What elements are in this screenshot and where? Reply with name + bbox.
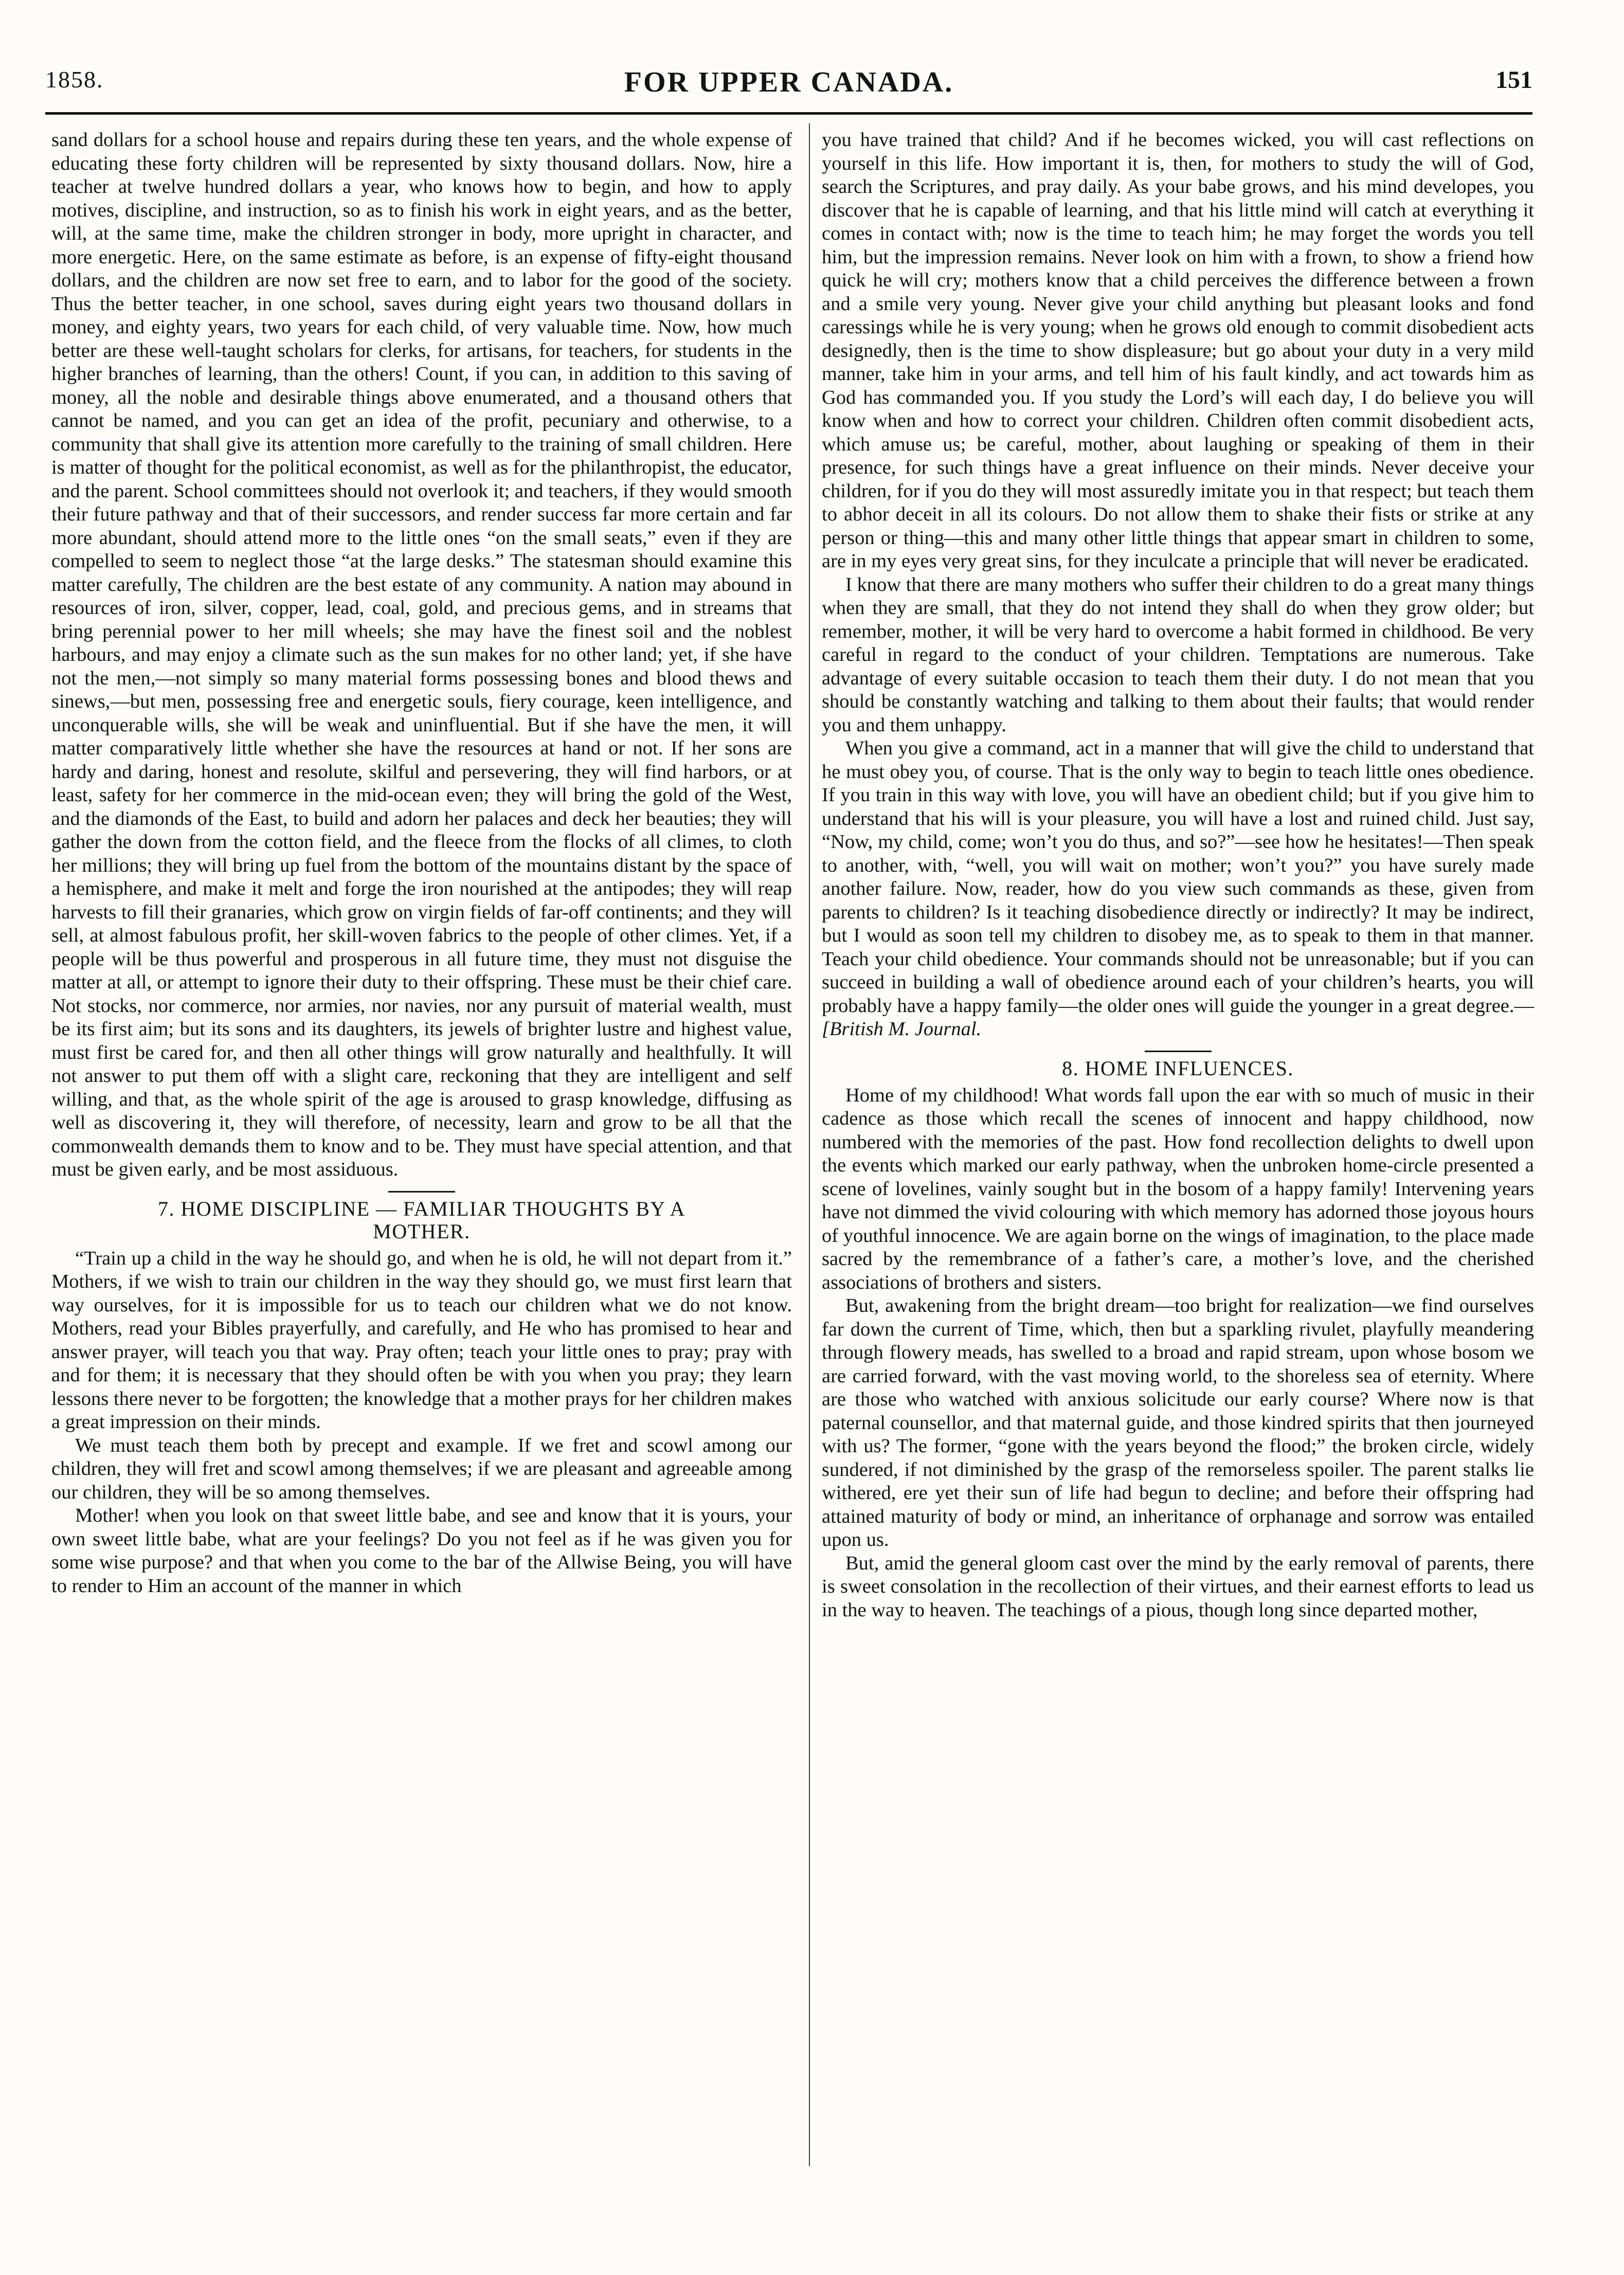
source-citation: [British M. Journal. xyxy=(822,1018,982,1040)
paragraph: I know that there are many mothers who suffer their children to do a great many things when they are small, that they do not intend they shall do when they grow older; but remember, mother, it will be very hard to overcome a habit formed in childhood. Be very careful in regard to the conduct of your children. Temptations are numerous. Take advantage of every suitable occasion to teach them their duty. I do not mean that you should be constantly watching and talking to them about their faults; that would render you and them unhappy. xyxy=(822,573,1534,736)
section-heading-line: 7. HOME DISCIPLINE — FAMILIAR THOUGHTS BY A xyxy=(157,1197,685,1220)
left-column xyxy=(51,129,792,1598)
section-divider xyxy=(388,1191,455,1193)
right-column xyxy=(822,129,1534,1622)
section-divider xyxy=(1145,1051,1212,1052)
section-heading-line: MOTHER. xyxy=(373,1219,471,1243)
paragraph-text: When you give a command, act in a manner that will give the child to understand that he must obey you, of course. That is the only way to begin to teach little ones obedience. If you train in this way with love, you will have an obedient child; but if you give him to understand that his will is your pleasure, you will have a lost and ruined child. Just say, “Now, my child, come; won’t you do thus, and so?”—see how he hesitates!—Then speak to another, with, “well, you will wait on mother; won’t you?” you have surely made another failure. Now, reader, how do you view such commands as these, given from parents to children? Is it teaching disobedience directly or indirectly? It may be indirect, but I would as soon tell my children to disobey me, as to speak to them in that manner. Teach your child obedience. Your commands should not be unreasonable; but if you can succeed in building a wall of obedience around each of your children’s hearts, you will probably have a happy family—the older ones will guide the younger in a great degree.— xyxy=(822,737,1534,1017)
paragraph: “Train up a child in the way he should go, and when he is old, he will not depart from it.” Mothers, if we wish to train our children in the way they should go, we must first learn that way ourselves, for it is impossible for us to teach our children what we do not know. Mothers, read your Bibles prayerfully, and carefully, and He who has promised to hear and answer prayer, will teach you that way. Pray often; teach your little ones to pray; pray with and for them; it is necessary that they should often be with you when you pray; they learn lessons there never to be forgotten; the knowledge that a mother prays for her children makes a great impression on their minds. xyxy=(51,1247,792,1433)
header-title: FOR UPPER CANADA. xyxy=(624,66,954,98)
paragraph: Mother! when you look on that sweet little babe, and see and know that it is yours, your own sweet little babe, what are your feelings? Do you not feel as if he was given you for some wise purpose? and that when you come to the bar of the Allwise Being, you will have to render to Him an account of the manner in which xyxy=(51,1505,792,1597)
paragraph: But, awakening from the bright dream—too bright for realization—we find ourselves far down the current of Time, which, then but a sparkling rivulet, playfully meandering through flowery meads, has swelled to a broad and rapid stream, upon whose bosom we are carried forward, with the vast moving world, to the shoreless sea of eternity. Where are those who watched with anxious solicitude our early course? Where now is that paternal counsellor, and that maternal guide, and those kindred spirits that then journeyed with us? The former, “gone with the years beyond the flood;” the broken circle, widely sundered, if not diminished by the grasp of the remorseless spoiler. The parent stalks lie withered, ere yet their sun of life had begun to decline; and before their offspring had attained maturity of body or mind, an inheritance of orphanage and sorrow was entailed upon us. xyxy=(822,1295,1534,1550)
section-heading xyxy=(51,1198,792,1243)
paragraph: But, amid the general gloom cast over the mind by the early removal of parents, there is sweet consolation in the recollection of their virtues, and their earnest efforts to lead us in the way to heaven. The teachings of a pious, though long since departed mother, xyxy=(822,1552,1534,1621)
column-divider xyxy=(809,123,810,2166)
paragraph: you have trained that child? And if he becomes wicked, you will cast reflections on yourself in this life. How important it is, then, for mothers to study the will of God, search the Scriptures, and pray daily. As your babe grows, and his mind developes, you discover that he is capable of learning, and that his little mind will catch at everything it comes in contact with; now is the time to teach him; he may forget the words you tell him, but the impression remains. Never look on him with a frown, to show a friend how quick he will cry; mothers know that a child perceives the difference between a frown and a smile very young. Never give your child anything but pleasant looks and fond caressings while he is very young; when he grows old enough to commit disobedient acts designedly, then is the time to show displeasure; but go about your duty in a very mild manner, take him in your arms, and tell him of his fault kindly, and act towards him as God has commanded you. If you study the Lord’s will each day, I do believe you will know when and how to correct your children. Children often commit disobedient acts, which amuse us; be careful, mother, about laughing or speaking of them in their presence, for such things have a great influence on their minds. Never deceive your children, for if you do they will most assuredly imitate you in that respect; but teach them to abhor deceit in all its colours. Do not allow them to shake their fists or strike at any person or thing—this and many other little things that appear smart in children to some, are in my eyes very great sins, for they inculcate a principle that will never be eradicated. xyxy=(822,129,1534,572)
header-year: 1858. xyxy=(45,66,104,93)
paragraph: We must teach them both by precept and example. If we fret and scowl among our children, they will fret and scowl among themselves; if we are pleasant and agreeable among our children, they will be so among themselves. xyxy=(51,1434,792,1503)
paragraph: Home of my childhood! What words fall upon the ear with so much of music in their cadence as those which recall the scenes of innocent and happy childhood, now numbered with the memories of the past. How fond recollection delights to dwell upon the events which marked our early pathway, when the unbroken home-circle presented a scene of lovelines, vainly sought but in the bosom of a happy family! Intervening years have not dimmed the vivid colouring with which memory has adorned those joyous hours of youthful innocence. We are again borne on the wings of imagination, to the place made sacred by the remembrance of a father’s care, a mother’s love, and the cherished associations of brothers and sisters. xyxy=(822,1084,1534,1293)
paragraph: sand dollars for a school house and repairs during these ten years, and the whole expense of educating these forty children will be represented by sixty thousand dollars. Now, hire a teacher at twelve hundred dollars a year, who knows how to begin, and how to apply motives, discipline, and instruction, so as to finish his work in eight years, and as the better, will, at the same time, make the children stronger in body, more upright in character, and more energetic. Here, on the same estimate as before, is an expense of fifty-eight thousand dollars, and the children are now set free to earn, and to labor for the good of the society. Thus the better teacher, in one school, saves during eight years two thousand dollars in money, and eighty years, two years for each child, of very valuable time. Now, how much better are these well-taught scholars for clerks, for artisans, for teachers, for students in the higher branches of learning, than the others! Count, if you can, in addition to this saving of money, all the noble and desirable things above enumerated, and a thousand others that cannot be named, and you can get an idea of the profit, pecuniary and otherwise, to a community that shall give its attention more carefully to the training of small children. Here is matter of thought for the political economist, as well as for the philanthropist, the educator, and the parent. School committees should not overlook it; and teachers, if they would smooth their future pathway and that of their successors, and render success far more certain and far more abundant, should attend more to the little ones “on the small seats,” even if they are compelled to seem to neglect those “at the large desks.” The statesman should examine this matter carefully, The children are the best estate of any community. A nation may abound in resources of iron, silver, copper, lead, coal, gold, and precious gems, and in streams that bring perennial power to her mill wheels; she may have the finest soil and the noblest harbours, and may enjoy a climate such as the sun makes for no other land; yet, if she have not the men,—not simply so many material forms possessing bones and blood thews and sinews,—but men, possessing free and energetic souls, fiery courage, keen intelligence, and unconquerable wills, she will be weak and uninfluential. But if she have the men, it will matter comparatively little whether she have the resources at hand or not. If her sons are hardy and daring, honest and resolute, skilful and persevering, they will find harbors, or at least, safety for her commerce in the mid-ocean even; they will bring the gold of the West, and the diamonds of the East, to build and adorn her palaces and deck her beauties; they will gather the down from the cotton field, and the fleece from the flocks of all climes, to cloth her millions; they will bring up fuel from the bottom of the mountains distant by the space of a hemisphere, and make it melt and forge the iron nourished at the antipodes; they will reap harvests to fill their granaries, which grow on virgin fields of far-off continents; and they will sell, at almost fabulous profit, her skill-woven fabrics to the people of other climes. Yet, if a people will be thus powerful and prosperous in all future time, they must not disguise the matter at all, or attempt to ignore their duty to their offspring. These must be their chief care. Not stocks, nor commerce, nor armies, nor navies, nor any pursuit of material wealth, must be its first aim; but its sons and its daughters, its jewels of brighter lustre and highest value, must first be cared for, and then all other things will grow naturally and healthfully. It will not answer to put them off with a slight care, reckoning that they are intelligent and self willing, and that, as the whole spirit of the age is aroused to grasp knowledge, diffusing as well as discovering it, they will therefore, of necessity, learn and grow to be all that the commonwealth demands them to know and to be. They must have special attention, and that must be given early, and be most assiduous. xyxy=(51,129,792,1180)
page-number: 151 xyxy=(1495,66,1532,94)
section-heading: 8. HOME INFLUENCES. xyxy=(1062,1056,1294,1080)
header-rule xyxy=(45,112,1532,115)
paragraph xyxy=(822,737,1534,1041)
page-header xyxy=(45,66,1532,103)
